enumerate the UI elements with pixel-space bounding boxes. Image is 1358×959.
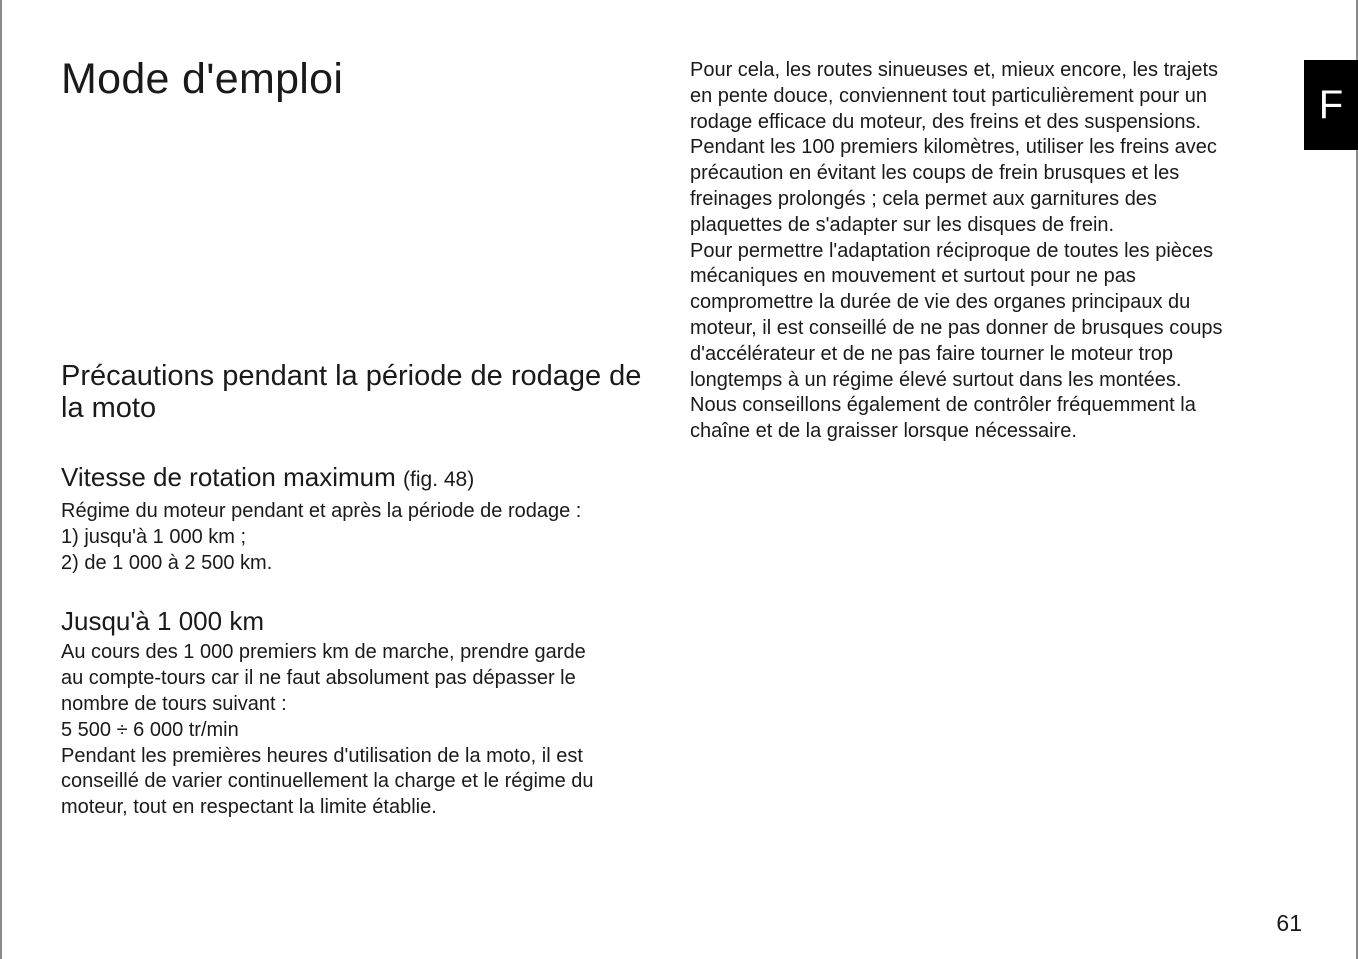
right-line: compromettre la durée de vie des organes principaux du xyxy=(690,291,1191,314)
right-line: moteur, il est conseillé de ne pas donner de brusques coups xyxy=(690,316,1223,339)
right-line: chaîne et de la graisser lorsque nécessaire. xyxy=(690,420,1077,443)
right-line: en pente douce, conviennent tout particulièrement pour un xyxy=(690,84,1208,107)
right-line: longtemps à un régime élevé surtout dans les montées. xyxy=(690,368,1182,391)
right-line: Pour permettre l'adaptation réciproque de toutes les pièces xyxy=(690,239,1214,262)
vitesse-heading xyxy=(61,460,671,497)
jusqua-heading: Jusqu'à 1 000 km xyxy=(61,606,264,637)
right-line: précaution en évitant les coups de frein brusques et les xyxy=(690,162,1180,185)
jusqua-line: Pendant les premières heures d'utilisation de la moto, il est xyxy=(61,744,583,767)
right-line: rodage efficace du moteur, des freins et des suspensions. xyxy=(690,110,1202,133)
right-line: mécaniques en mouvement et surtout pour ne pas xyxy=(690,265,1136,288)
jusqua-line: nombre de tours suivant : xyxy=(61,692,287,715)
vitesse-line: 1) jusqu'à 1 000 km ; xyxy=(61,525,247,548)
vitesse-heading-text: Vitesse de rotation maximum xyxy=(61,462,396,492)
right-line: Pour cela, les routes sinueuses et, mieux encore, les trajets xyxy=(690,59,1219,81)
page-number: 61 xyxy=(1276,910,1302,936)
figure-reference: (fig. 48) xyxy=(403,468,475,491)
jusqua-line: conseillé de varier continuellement la charge et le régime du xyxy=(61,770,594,793)
jusqua-line: au compte-tours car il ne faut absolument pas dépasser le xyxy=(61,667,576,690)
jusqua-line: moteur, tout en respectant la limite établie. xyxy=(61,796,437,819)
right-line: Pendant les 100 premiers kilomètres, utiliser les freins avec xyxy=(690,136,1217,159)
right-line: Nous conseillons également de contrôler fréquemment la xyxy=(690,394,1196,417)
right-line: d'accélérateur et de ne pas faire tourner le moteur trop xyxy=(690,342,1173,365)
language-tab: F xyxy=(1304,60,1358,150)
page-title: Mode d'emploi xyxy=(61,55,344,103)
jusqua-line: Au cours des 1 000 premiers km de marche, prendre garde xyxy=(61,641,586,664)
vitesse-line: Régime du moteur pendant et après la période de rodage : xyxy=(61,500,582,522)
left-column xyxy=(61,360,671,821)
right-line: plaquettes de s'adapter sur les disques de frein. xyxy=(690,213,1115,236)
rpm-limit: 5 500 ÷ 6 000 tr/min xyxy=(61,718,239,741)
section-heading: Précautions pendant la période de rodage de la moto xyxy=(61,360,642,424)
page-border-left xyxy=(0,0,2,959)
right-column xyxy=(690,58,1295,445)
vitesse-line: 2) de 1 000 à 2 500 km. xyxy=(61,551,273,574)
right-line: freinages prolongés ; cela permet aux garnitures des xyxy=(690,187,1157,210)
